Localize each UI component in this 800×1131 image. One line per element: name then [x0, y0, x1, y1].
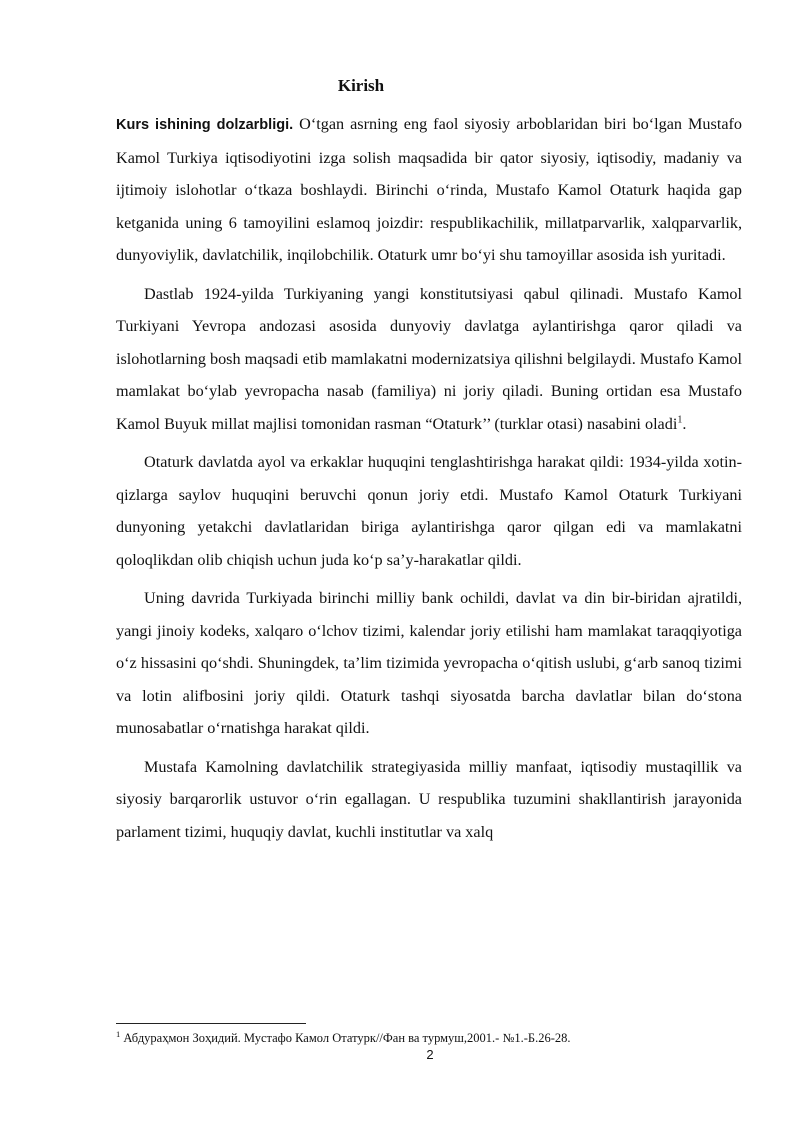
footnote	[116, 1030, 742, 1046]
paragraph-2	[116, 278, 742, 441]
paragraph-text-end: .	[682, 414, 687, 433]
paragraph-1	[116, 108, 742, 272]
footnote-separator	[116, 1023, 306, 1024]
paragraph-text: Mustafa Kamolning davlatchilik strategiyasida milliy manfaat, iqtisodiy mustaqillik va siyosiy barqarorlik ustuvor o‘rin egallagan. U respublika tuzumini shakllantirish jarayonida parlament tizimi, huquqiy davlat, kuchli institutlar va xalq	[116, 757, 742, 841]
paragraph-4	[116, 582, 742, 745]
footnote-text: Абдураҳмон Зоҳидий. Мустафо Камол Отатурк//Фан ва турмуш,2001.- №1.-Б.26-28.	[120, 1031, 571, 1045]
paragraph-5	[116, 751, 742, 849]
paragraph-text: Uning davrida Turkiyada birinchi milliy bank ochildi, davlat va din bir-biridan ajratildi, yangi jinoiy kodeks, xalqaro o‘lchov tizimi, kalendar joriy etilishi ham mamlakat taraqqiyotiga o‘z hissasini qo‘shdi. Shuningdek, ta’lim tizimida yevropacha o‘qitish uslubi, g‘arb sanoq tizimi va lotin alifbosini joriy qildi. Otaturk tashqi siyosatda barcha davlatlar bilan do‘stona munosabatlar o‘rnatishga harakat qildi.	[116, 589, 742, 737]
page-number: 2	[426, 1047, 434, 1062]
paragraph-text: Otaturk davlatda ayol va erkaklar huquqini tenglashtirishga harakat qildi: 1934-yilda xotin-qizlarga saylov huquqini beruvchi qonun joriy etdi. Mustafo Kamol Otaturk Turkiyani dunyoning yetakchi davlatlaridan biriga aylantirishga qaror qilgan edi va mamlakatni qoloqlikdan olib chiqish uchun juda ko‘p sa’y-harakatlar qildi.	[116, 453, 742, 569]
footnote-reference[interactable]: 1	[677, 414, 683, 426]
paragraph-3	[116, 446, 742, 576]
paragraph-lead: Kurs ishining dolzarbligi.	[116, 117, 294, 133]
section-heading: Kirish	[337, 76, 385, 95]
paragraph-text: O‘tgan asrning eng faol siyosiy arboblaridan biri bo‘lgan Mustafo Kamol Turkiya iqtisodiyotini izga solish maqsadida bir qator siyosiy, iqtisodiy, madaniy va ijtimoiy islohotlar o‘tkaza boshlaydi. Birinchi o‘rinda, Mustafo Kamol Otaturk haqida gap ketganida uning 6 tamoyilini eslamoq joizdir: respublikachilik, millatparvarlik, xalqparvarlik, dunyoviylik, davlatchilik, inqilobchilik. Otaturk umr bo‘yi shu tamoyillar asosida ish yuritadi.	[116, 115, 742, 264]
body-text	[116, 108, 742, 854]
footnote-number: 1	[116, 1028, 121, 1039]
paragraph-text: Dastlab 1924-yilda Turkiyaning yangi konstitutsiyasi qabul qilinadi. Mustafo Kamol Turkiyani Yevropa andozasi asosida dunyoviy davlatga aylantirishga qaror qiladi va islohotlarning bosh maqsadi etib mamlakatni modernizatsiya qilishni belgilaydi. Mustafo Kamol mamlakat bo‘ylab yevropacha nasab (familiya) ni joriy qiladi. Buning ortidan esa Mustafo Kamol Buyuk millat majlisi tomonidan rasman “Otaturk’’ (turklar otasi) nasabini oladi	[116, 284, 742, 433]
